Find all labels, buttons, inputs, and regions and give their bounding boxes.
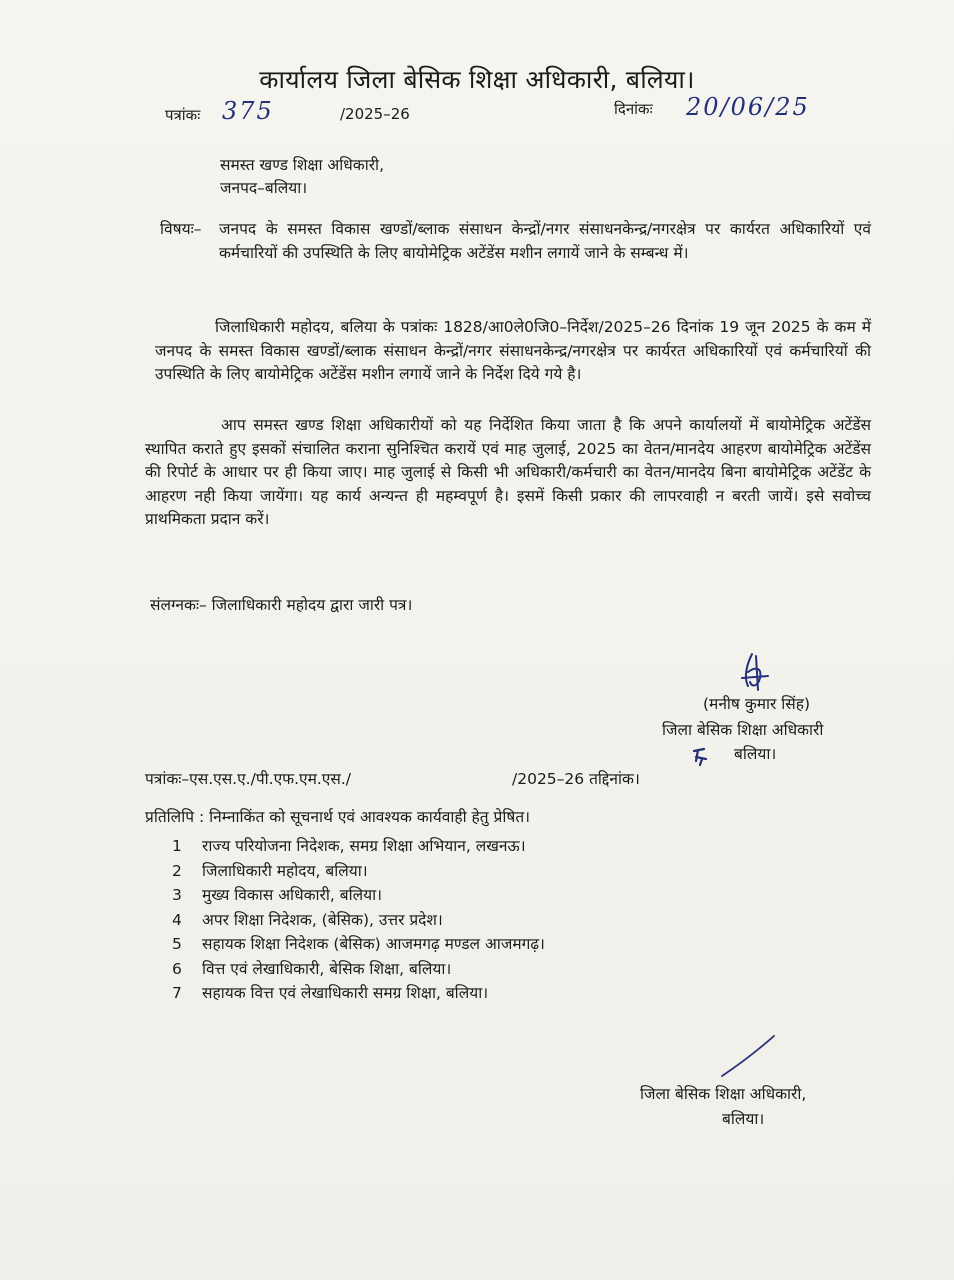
body-paragraph-1: जिलाधिकारी महोदय, बलिया के पत्रांकः 1828/आ0ले0जि0–निर्देश/2025–26 दिनांक 19 जून 2025 के कम में जनपद के समस्त विकास खण्डों/ब्लाक संसाधन केन्द्रों/नगर संसाधनकेन्द्र/नगरक्षेत्र पर कार्यरत अधिकारियों एवं कर्मचारियों की उपस्थिति के लिए बायोमेट्रिक अटेंडेंस मशीन लगायें जाने के निर्देश दिये गये है। xyxy=(155,318,871,383)
letter-year: /2025–26 xyxy=(340,105,410,123)
list-item-text: अपर शिक्षा निदेशक, (बेसिक), उत्तर प्रदेश। xyxy=(202,910,443,929)
list-item xyxy=(172,957,545,982)
list-item-number: 1 xyxy=(172,837,182,855)
list-item xyxy=(172,981,545,1006)
enclosure: संलग्नकः– जिलाधिकारी महोदय द्वारा जारी पत्र। xyxy=(150,596,413,614)
recipient-line-1: समस्त खण्ड शिक्षा अधिकारी, xyxy=(220,156,384,174)
subject-label: विषयः– xyxy=(160,220,202,238)
list-item-number: 3 xyxy=(172,886,182,904)
signatory-name: (मनीष कुमार सिंह) xyxy=(703,695,811,713)
letter-number-label: पत्रांकः xyxy=(165,106,201,124)
list-item-text: जिलाधिकारी महोदय, बलिया। xyxy=(202,861,368,880)
list-item-number: 7 xyxy=(172,984,182,1002)
copy-recipient-list xyxy=(172,834,545,1006)
footer-place: बलिया। xyxy=(722,1110,765,1128)
list-item-number: 6 xyxy=(172,959,182,978)
list-item-number: 4 xyxy=(172,910,182,929)
letter-number-handwritten: 375 xyxy=(222,97,274,125)
list-item-text: सहायक वित्त एवं लेखाधिकारी समग्र शिक्षा, बलिया। xyxy=(202,984,489,1002)
body-paragraph-2: आप समस्त खण्ड शिक्षा अधिकारीयों को यह निर्देशित किया जाता है कि अपने कार्यालयों में बायोमेट्रिक अटेंडेंस स्थापित कराते हुए इसकों संचालित कराना सुनिश्चित करायें एवं माह जुलाई, 2025 का वेतन/मानदेय आहरण बायोमेट्रिक अटेंडेंस की रिपोर्ट के आधार पर ही किया जाए। माह जुलाई से किसी भी अधिकारी/कर्मचारी का वेतन/मानदेय बिना बायोमेट्रिक अटेंडेंट के आहरण नही किया जायेंगा। यह कार्य अन्यन्त ही महम्वपूर्ण है। इसमें किसी प्रकार की लापरवाही न बरती जायें। इसे सवोच्च प्राथमिकता प्रदान करें। xyxy=(145,416,871,528)
list-item xyxy=(172,834,545,859)
date-handwritten: 20/06/25 xyxy=(686,93,810,121)
signatory-place: बलिया। xyxy=(734,745,777,763)
footer-signature-stroke xyxy=(718,1034,778,1078)
signatory-designation: जिला बेसिक शिक्षा अधिकारी xyxy=(662,721,824,739)
list-item-number: 5 xyxy=(172,935,182,953)
office-title: कार्यालय जिला बेसिक शिक्षा अधिकारी, बलिया। xyxy=(259,65,695,94)
list-item-text: मुख्य विकास अधिकारी, बलिया। xyxy=(202,886,382,904)
date-label: दिनांकः xyxy=(614,100,653,118)
list-item-text: सहायक शिक्षा निदेशक (बेसिक) आजमगढ़ मण्डल आजमगढ़। xyxy=(202,935,545,953)
subject-text: जनपद के समस्त विकास खण्डों/ब्लाक संसाधन केन्द्रों/नगर संसाधनकेन्द्र/नगरक्षेत्र पर कार्यरत अधिकारियों एवं कर्मचारियों की उपस्थिति के लिए बायोमेट्रिक अटेंडेंस मशीन लगायें जाने के सम्बन्ध में। xyxy=(219,220,871,262)
list-item xyxy=(172,908,545,933)
list-item-text: वित्त एवं लेखाधिकारी, बेसिक शिक्षा, बलिया। xyxy=(202,959,452,978)
list-item xyxy=(172,932,545,957)
signature-mark xyxy=(738,652,774,694)
copy-intro: प्रतिलिपि : निम्नाकिंत को सूचनार्थ एवं आवश्यक कार्यवाही हेतु प्रेषित। xyxy=(145,808,531,826)
list-item-number: 2 xyxy=(172,861,182,880)
footer-designation: जिला बेसिक शिक्षा अधिकारी, xyxy=(640,1085,807,1103)
list-item xyxy=(172,883,545,908)
list-item xyxy=(172,859,545,884)
copy-reference-year: /2025–26 तद्दिनांक। xyxy=(512,770,640,788)
copy-reference-number: पत्रांकः–एस.एस.ए./पी.एफ.एम.एस./ xyxy=(145,770,351,788)
recipient-line-2: जनपद–बलिया। xyxy=(220,179,308,197)
list-item-text: राज्य परियोजना निदेशक, समग्र शिक्षा अभियान, लखनऊ। xyxy=(202,837,526,855)
initial-mark xyxy=(690,745,712,767)
